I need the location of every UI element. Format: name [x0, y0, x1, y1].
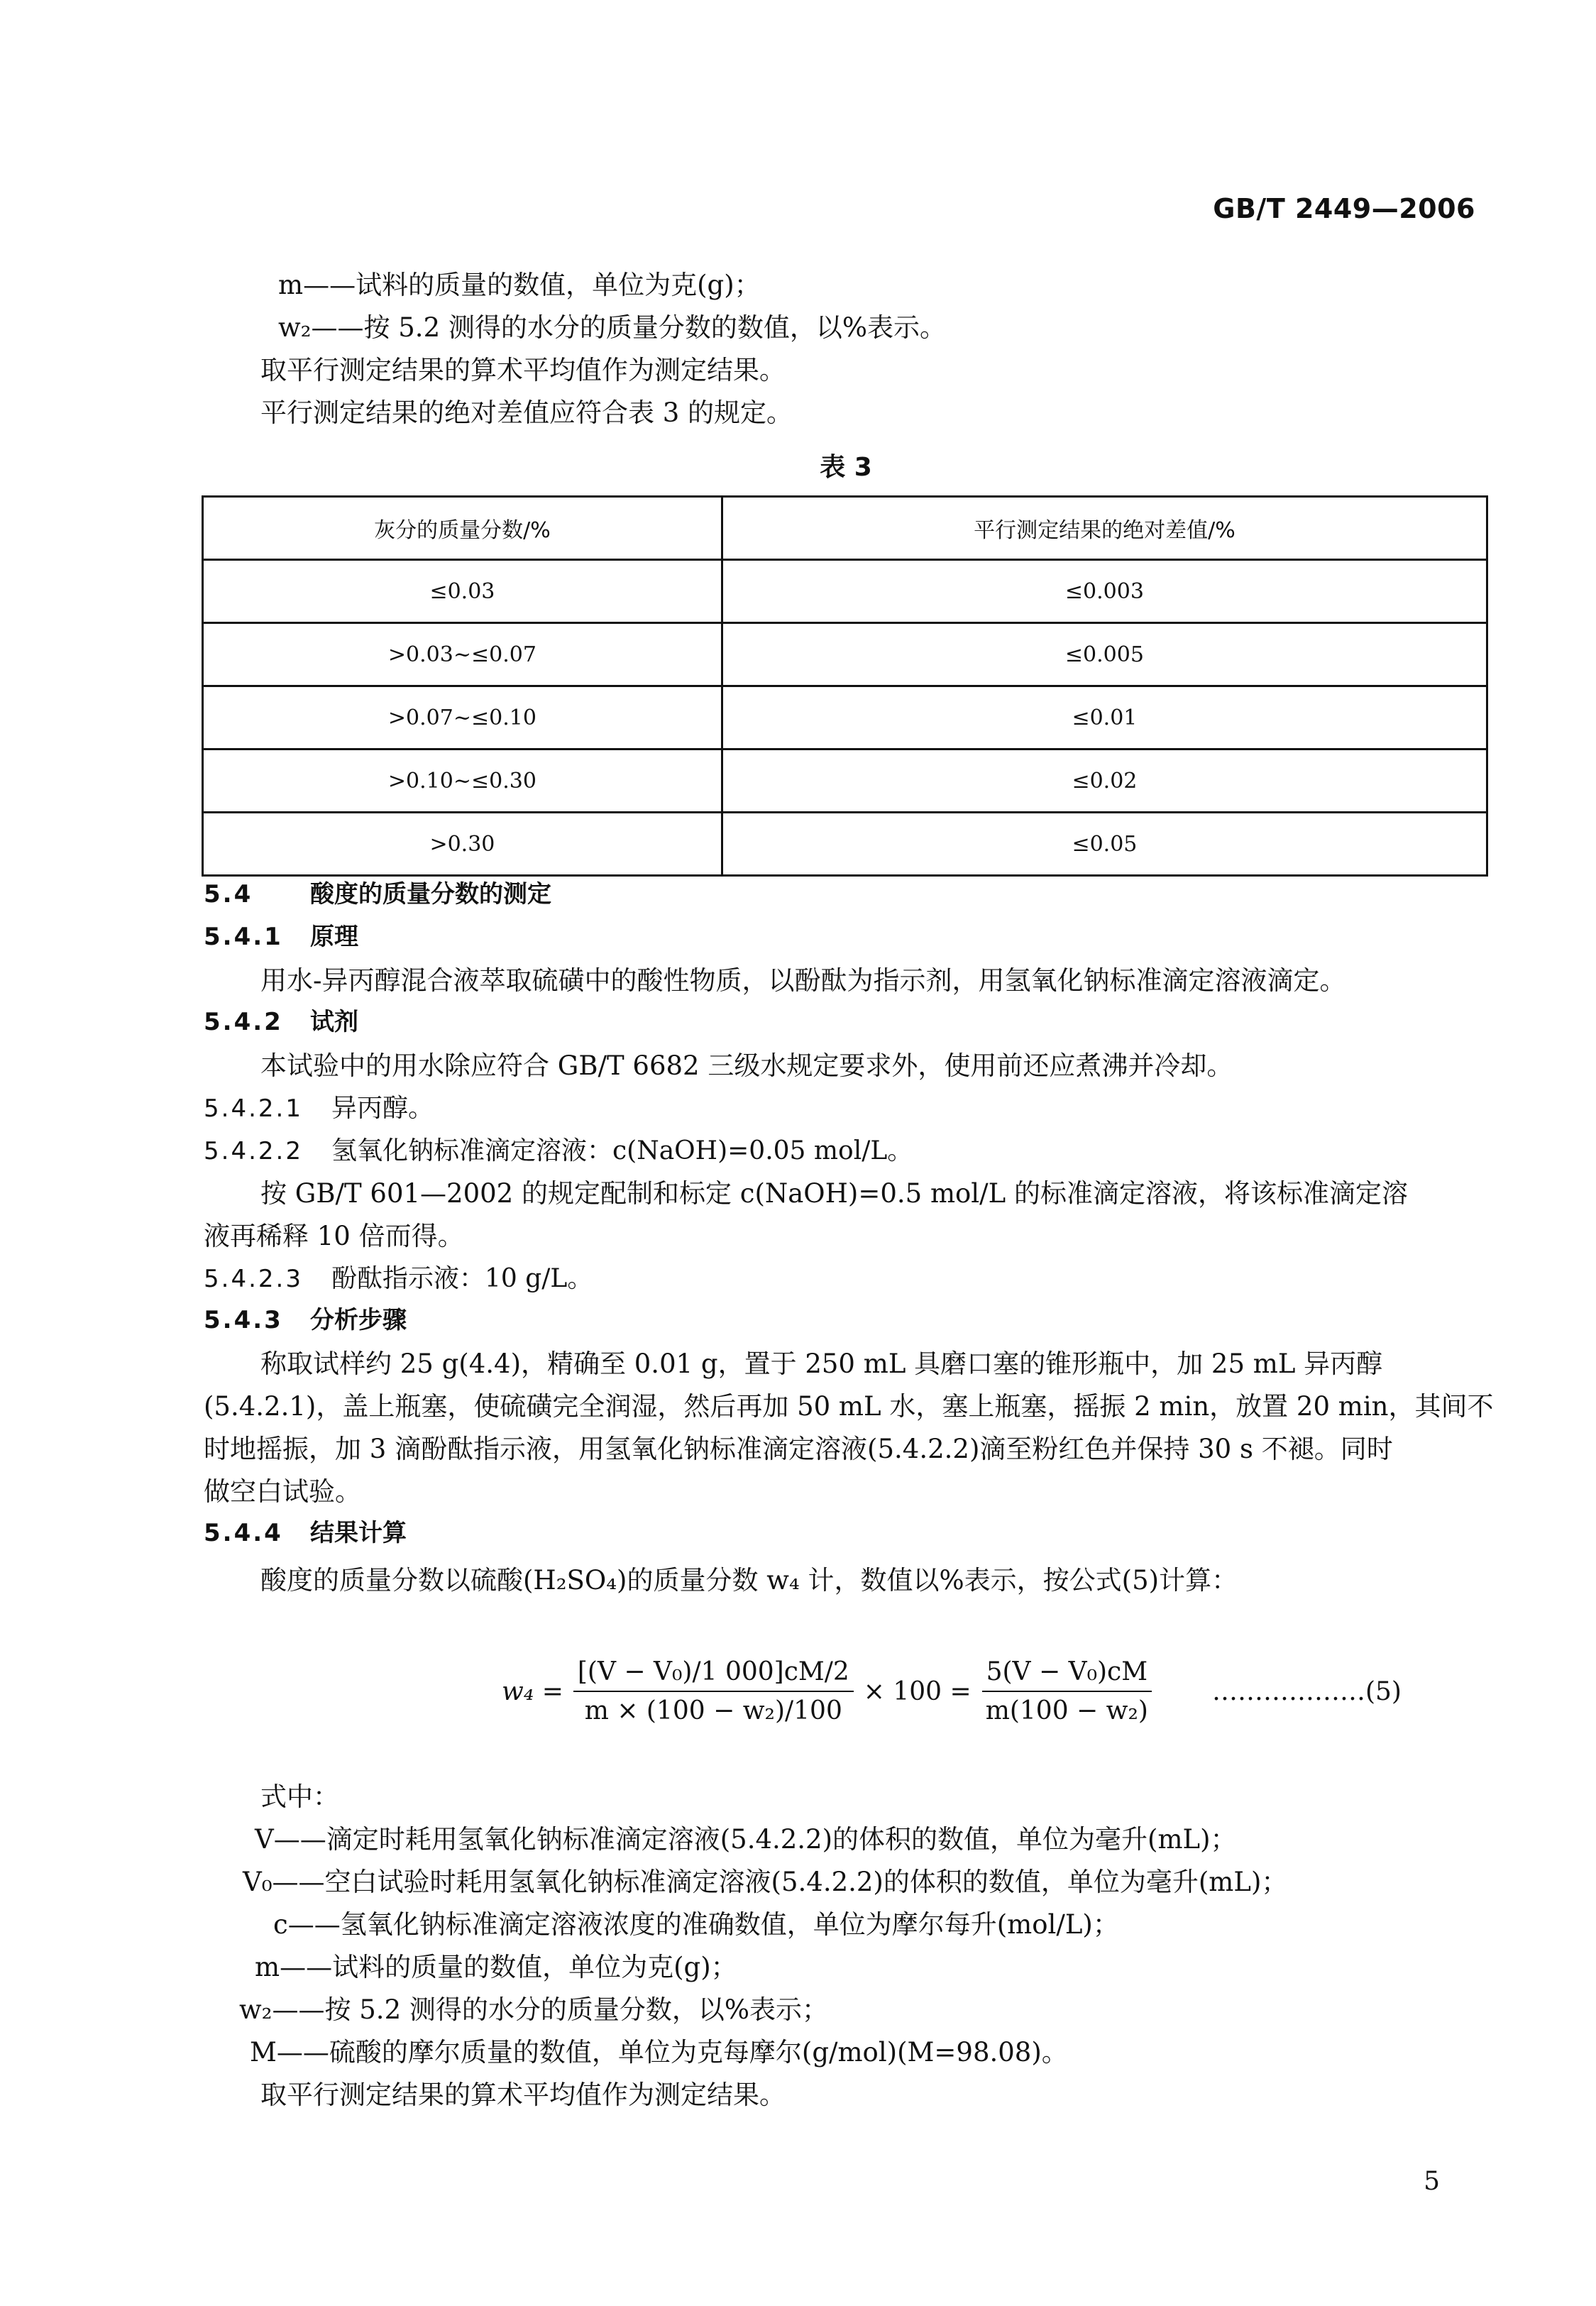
average-statement-top: 取平行测定结果的算术平均值作为测定结果。 — [260, 355, 786, 385]
fraction-2-denominator: m(100 − w₂) — [985, 1696, 1148, 1725]
definition-w2: w₂——按 5.2 测得的水分的质量分数，以%表示； — [239, 1994, 829, 2025]
naoh-preparation-line-1: 按 GB/T 601—2002 的规定配制和标定 c(NaOH)=0.5 mol/L 的标准滴定溶液，将该标准滴定溶 — [260, 1178, 1408, 1209]
table-cell-diff: ≤0.01 — [722, 686, 1487, 750]
page-number: 5 — [1424, 2167, 1440, 2196]
heading-number: 5.4.2 — [204, 1008, 283, 1036]
heading-5-4-3 — [204, 1306, 407, 1335]
heading-label: 分析步骤 — [310, 1306, 407, 1334]
document-code: GB/T 2449—2006 — [1213, 193, 1475, 224]
table-cell-ash: >0.30 — [203, 813, 722, 876]
formula-times-100: × 100 = — [863, 1676, 972, 1706]
tolerance-table — [202, 495, 1488, 877]
table-row — [203, 686, 1487, 750]
formula-fraction-2 — [981, 1657, 1152, 1725]
definition-M: M——硫酸的摩尔质量的数值，单位为克每摩尔(g/mol)(M=98.08)。 — [250, 2037, 1068, 2068]
table-row — [203, 560, 1487, 623]
definition-m-top: m——试料的质量的数值，单位为克(g)； — [278, 270, 761, 300]
heading-number: 5.4 — [204, 880, 253, 908]
heading-number: 5.4.2.1 — [204, 1094, 303, 1123]
heading-label: 试剂 — [310, 1008, 358, 1036]
heading-label: 酚酞指示液：10 g/L。 — [331, 1264, 593, 1293]
formula-lhs: w₄ = — [502, 1676, 563, 1706]
heading-5-4-2 — [204, 1008, 358, 1037]
table-header-row — [203, 497, 1487, 560]
table-header-ash: 灰分的质量分数/% — [203, 497, 722, 560]
table-cell-diff: ≤0.05 — [722, 813, 1487, 876]
where-intro: 式中： — [260, 1781, 339, 1812]
fraction-2-numerator: 5(V − V₀)cM — [982, 1657, 1152, 1692]
procedure-line-4: 做空白试验。 — [204, 1476, 361, 1507]
heading-5-4-2-3 — [204, 1263, 593, 1294]
definition-V: V——滴定时耗用氢氧化钠标准滴定溶液(5.4.2.2)的体积的数值，单位为毫升(mL)； — [255, 1824, 1237, 1855]
reagent-note: 本试验中的用水除应符合 GB/T 6682 三级水规定要求外，使用前还应煮沸并冷却。 — [260, 1050, 1233, 1081]
definition-V0: V₀——空白试验时耗用氢氧化钠标准滴定溶液(5.4.2.2)的体积的数值，单位为毫升(mL)； — [243, 1867, 1288, 1897]
heading-label: 异丙醇。 — [331, 1094, 434, 1123]
tolerance-statement: 平行测定结果的绝对差值应符合表 3 的规定。 — [260, 397, 793, 428]
heading-5-4-4 — [204, 1519, 407, 1548]
procedure-line-1: 称取试样约 25 g(4.4)，精确至 0.01 g，置于 250 mL 具磨口塞的锥形瓶中，加 25 mL 异丙醇 — [260, 1349, 1383, 1379]
definition-w2-top: w₂——按 5.2 测得的水分的质量分数的数值，以%表示。 — [278, 312, 947, 343]
procedure-line-3: 时地摇振，加 3 滴酚酞指示液，用氢氧化钠标准滴定溶液(5.4.2.2)滴至粉红色并保持 30 s 不褪。同时 — [204, 1434, 1393, 1464]
heading-5-4-2-1 — [204, 1093, 434, 1124]
heading-label: 结果计算 — [310, 1519, 407, 1547]
formula-5 — [502, 1657, 1402, 1725]
table-cell-ash: ≤0.03 — [203, 560, 722, 623]
heading-number: 5.4.2.2 — [204, 1137, 303, 1165]
heading-label: 氢氧化钠标准滴定溶液：c(NaOH)=0.05 mol/L。 — [331, 1136, 913, 1165]
table-cell-diff: ≤0.02 — [722, 750, 1487, 813]
table-cell-ash: >0.07~≤0.10 — [203, 686, 722, 750]
definition-m: m——试料的质量的数值，单位为克(g)； — [255, 1952, 737, 1982]
principle-text: 用水-异丙醇混合液萃取硫磺中的酸性物质，以酚酞为指示剂，用氢氧化钠标准滴定溶液滴定。 — [260, 965, 1346, 996]
formula-fraction-1 — [573, 1657, 854, 1725]
naoh-preparation-line-2: 液再稀释 10 倍而得。 — [204, 1221, 464, 1251]
table-cell-ash: >0.10~≤0.30 — [203, 750, 722, 813]
table-cell-ash: >0.03~≤0.07 — [203, 623, 722, 686]
definition-c: c——氢氧化钠标准滴定溶液浓度的准确数值，单位为摩尔每升(mol/L)； — [273, 1909, 1119, 1940]
calculation-intro: 酸度的质量分数以硫酸(H₂SO₄)的质量分数 w₄ 计，数值以%表示，按公式(5)计算： — [260, 1565, 1238, 1596]
heading-number: 5.4.2.3 — [204, 1265, 303, 1293]
fraction-1-denominator: m × (100 − w₂)/100 — [584, 1696, 842, 1725]
table-header-diff: 平行测定结果的绝对差值/% — [722, 497, 1487, 560]
table-cell-diff: ≤0.003 — [722, 560, 1487, 623]
heading-label: 原理 — [310, 923, 358, 951]
heading-5-4-2-2 — [204, 1136, 913, 1166]
heading-number: 5.4.3 — [204, 1306, 283, 1334]
procedure-line-2: (5.4.2.1)，盖上瓶塞，使硫磺完全润湿，然后再加 50 mL 水，塞上瓶塞，摇振 2 min，放置 20 min，其间不 — [204, 1391, 1494, 1422]
table-row — [203, 750, 1487, 813]
average-statement: 取平行测定结果的算术平均值作为测定结果。 — [260, 2080, 786, 2110]
table-cell-diff: ≤0.005 — [722, 623, 1487, 686]
equation-number: ………………(5) — [1211, 1676, 1402, 1706]
heading-number: 5.4.1 — [204, 923, 283, 951]
table-title: 表 3 — [820, 453, 872, 482]
heading-5-4-1 — [204, 923, 358, 952]
heading-5-4 — [204, 880, 551, 909]
heading-label: 酸度的质量分数的测定 — [310, 880, 551, 908]
table-row — [203, 623, 1487, 686]
heading-number: 5.4.4 — [204, 1519, 283, 1547]
table-row — [203, 813, 1487, 876]
fraction-1-numerator: [(V − V₀)/1 000]cM/2 — [573, 1657, 854, 1692]
